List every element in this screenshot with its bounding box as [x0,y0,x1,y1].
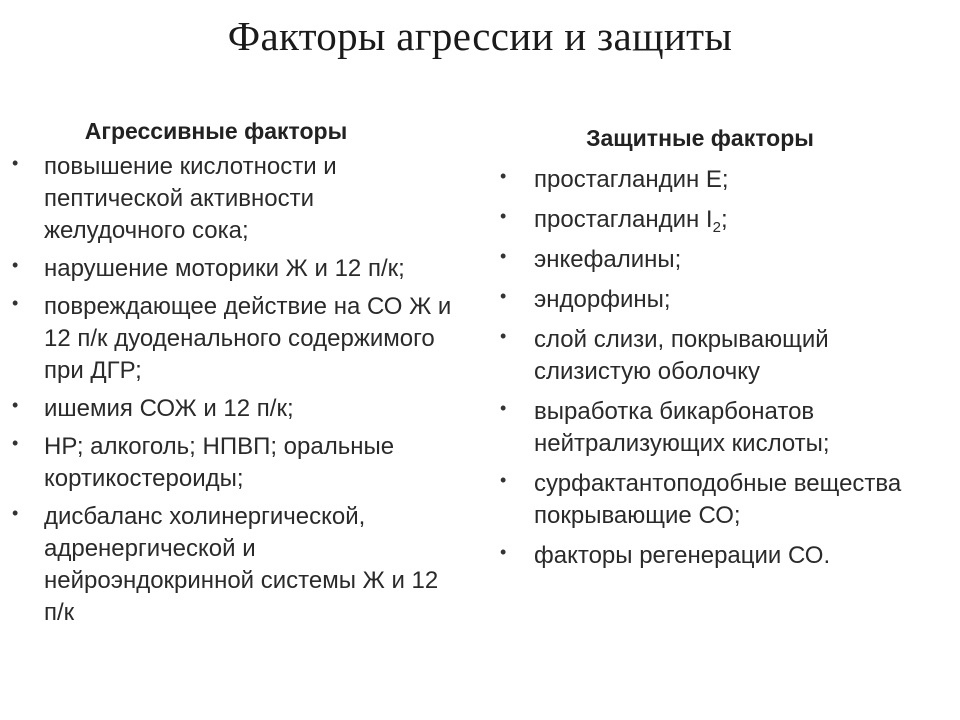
list-item [490,244,950,276]
list-item [6,393,456,425]
protective-item-prostaglandin-e: простагландин Е; [534,166,729,193]
bullet-icon: • [12,293,19,313]
bullet-icon: • [500,286,507,306]
bullet-icon: • [12,153,19,173]
aggressive-factors-list [6,151,456,629]
bullet-icon: • [500,542,507,562]
aggressive-item-imbalance: дисбаланс холинергической, адренергической и нейроэндокринной системы Ж и 12 п/к [44,503,439,626]
protective-item-bicarbonates: выработка бикарбонатов нейтрализующих кислоты; [534,398,830,457]
slide-title: Факторы агрессии и защиты [227,13,733,59]
aggressive-item-acidity: повышение кислотности и пептической активности желудочного сока; [44,153,337,244]
bullet-icon: • [12,255,19,275]
list-item [490,468,950,532]
aggressive-item-reflux-damage: повреждающее действие на СО Ж и 12 п/к дуоденального содержимого при ДГР; [44,293,452,384]
bullet-icon: • [12,433,19,453]
aggressive-item-motility: нарушение моторики Ж и 12 п/к; [44,255,405,282]
protective-factors-heading: Защитные факторы [586,125,814,151]
bullet-icon: • [500,326,507,346]
list-item [490,324,950,388]
protective-factors-list [490,164,950,572]
protective-item-mucus-layer: слой слизи, покрывающий слизистую оболочку [534,326,829,385]
bullet-icon: • [500,470,507,490]
protective-factors-column [490,125,950,580]
bullet-icon: • [500,246,507,266]
list-item [490,396,950,460]
bullet-icon: • [500,206,507,226]
bullet-icon: • [500,398,507,418]
list-item [6,431,456,495]
bullet-icon: • [500,166,507,186]
list-item [6,151,456,247]
list-item [490,164,950,196]
bullet-icon: • [12,503,19,523]
aggressive-factors-heading: Агрессивные факторы [84,118,348,144]
protective-item-enkephalins: энкефалины; [534,246,682,273]
list-item [6,253,456,285]
aggressive-item-ischemia: ишемия СОЖ и 12 п/к; [44,395,294,422]
protective-item-regeneration: факторы регенерации СО. [534,542,831,569]
bullet-icon: • [12,395,19,415]
prostaglandin-i2-prefix: простагландин I [534,206,713,233]
prostaglandin-i2-suffix: ; [720,206,728,233]
list-item [6,291,456,387]
list-item [6,501,456,629]
protective-item-prostaglandin-i2 [534,204,950,236]
list-item [490,204,950,236]
protective-item-surfactant: сурфактантоподобные вещества покрывающие СО; [534,470,902,529]
prostaglandin-i2-subscript: 2 [712,219,721,236]
aggressive-item-hp-alcohol-nsaid: НР; алкоголь; НПВП; оральные кортикостероиды; [44,433,395,492]
protective-item-endorphins: эндорфины; [534,286,671,313]
aggressive-factors-column [6,118,456,635]
list-item [490,284,950,316]
list-item [490,540,950,572]
